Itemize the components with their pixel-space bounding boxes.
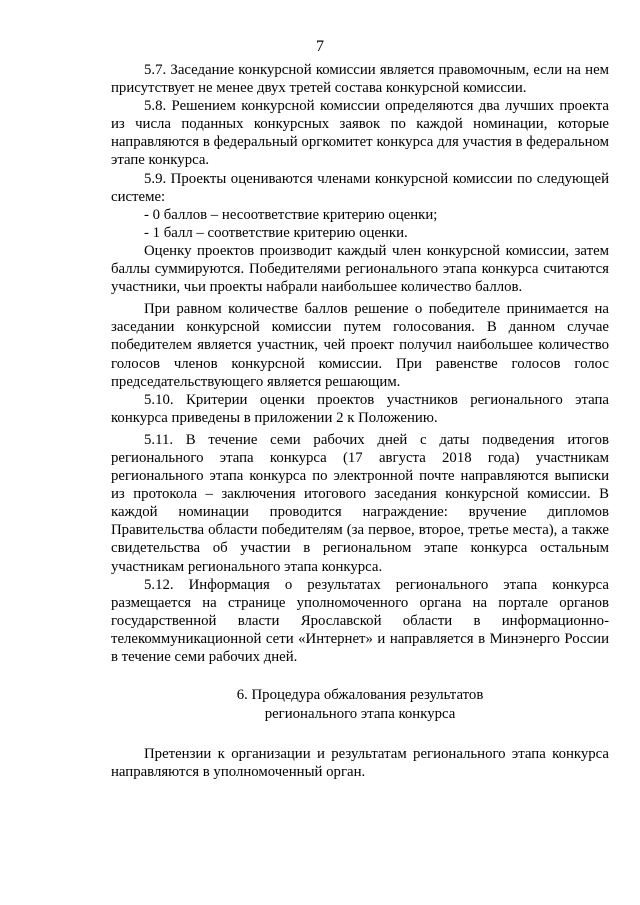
paragraph-5-11: 5.11. В течение семи рабочих дней с даты подведения итогов регионального этапа конкурса (17 августа 2018 года) участникам регионального этапа конкурса по электронной почте направляются выписки из протокола – заключения итогового заседания конкурсной комиссии. В каждой номинации проводится награждение: вручение дипломов Правительства области победителям (за первое, второе, третье места), а также свидетельства об участии в региональном этапе конкурса остальным участникам регионального этапа конкурса.	[111, 431, 609, 575]
paragraph-5-12: 5.12. Информация о результатах регионального этапа конкурса размещается на странице уполномоченного органа на портале органов государственной власти Ярославской области в информационно-телекоммуникационной сети «Интернет» и направляется в Минэнерго России в течение семи рабочих дней.	[111, 576, 609, 665]
paragraph-5-8: 5.8. Решением конкурсной комиссии определяются два лучших проекта из числа поданных конкурсных заявок по каждой номинации, которые направляются в федеральный оргкомитет конкурса для участия в федеральном этапе конкурса.	[111, 98, 609, 169]
paragraph-tie-vote: При равном количестве баллов решение о победителе принимается на заседании конкурсной комиссии путем голосования. В данном случае победителем является участник, чей проект получил наибольшее количество голосов членов конкурсной комиссии. При равенстве голосов голос председательствующего является решающим.	[111, 301, 609, 390]
document-body	[111, 61, 609, 781]
section-6-title-line-1: 6. Процедура обжалования результатов	[236, 687, 484, 704]
section-6-title-line-2: регионального этапа конкурса	[264, 706, 456, 723]
paragraph-claims: Претензии к организации и результатам регионального этапа конкурса направляются в уполномоченный орган.	[111, 746, 609, 781]
list-item-one-point: - 1 балл – соответствие критерию оценки.	[144, 224, 408, 241]
section-6-heading	[111, 686, 609, 724]
paragraph-5-7: 5.7. Заседание конкурсной комиссии является правомочным, если на нем присутствует не менее двух третей состава конкурсной комиссии.	[111, 62, 609, 97]
page-number: 7	[316, 38, 324, 55]
paragraph-scoring: Оценку проектов производит каждый член конкурсной комиссии, затем баллы суммируются. Победителями регионального этапа конкурса считаются участники, чьи проекты набрали наибольшее количество баллов.	[111, 242, 609, 296]
list-item-zero-points: - 0 баллов – несоответствие критерию оценки;	[144, 206, 438, 223]
paragraph-5-9: 5.9. Проекты оцениваются членами конкурсной комиссии по следующей системе:	[111, 170, 609, 205]
paragraph-5-10: 5.10. Критерии оценки проектов участников регионального этапа конкурса приведены в приложении 2 к Положению.	[111, 391, 609, 426]
